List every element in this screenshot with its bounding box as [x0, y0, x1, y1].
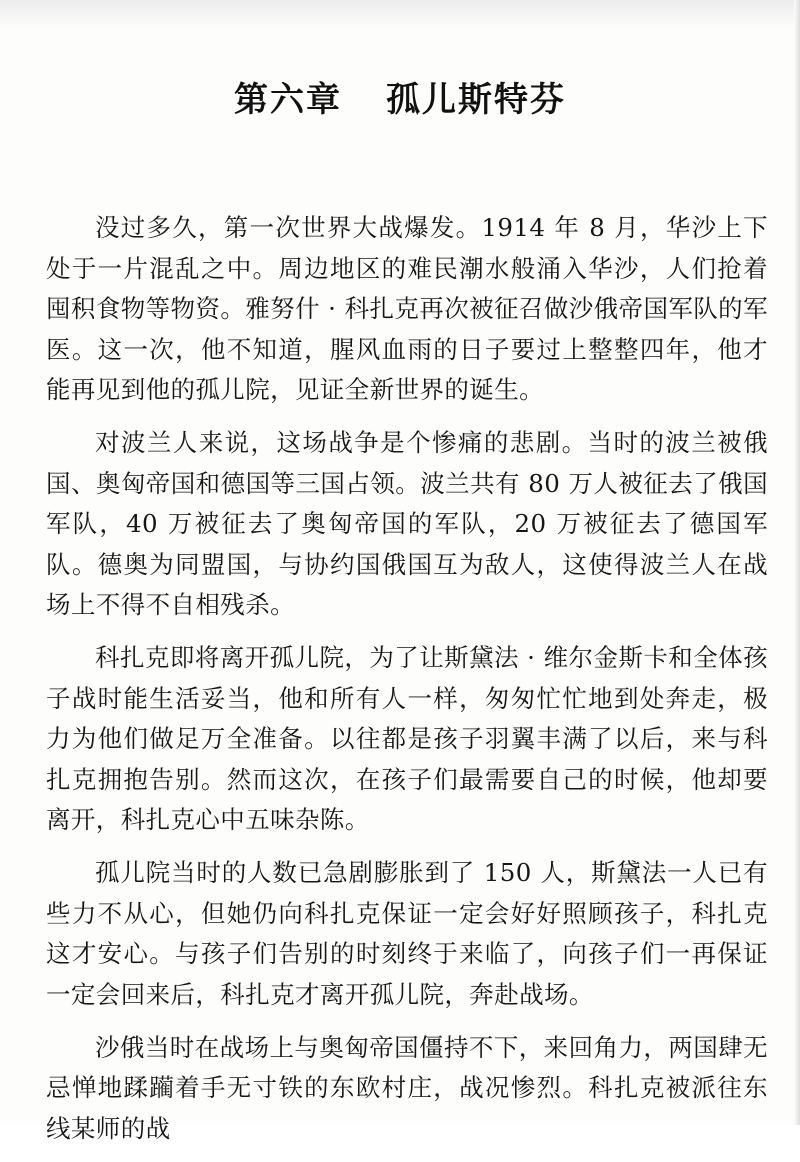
paragraph: 对波兰人来说，这场战争是个惨痛的悲剧。当时的波兰被俄国、奥匈帝国和德国等三国占领。波兰共有 80 万人被征去了俄国军队，40 万被征去了奥匈帝国的军队，20 万被征去了德国军队。德奥为同盟国，与协约国俄国互为敌人，这使得波兰人在战场上不得不自相残杀。: [46, 428, 768, 619]
paragraph: 没过多久，第一次世界大战爆发。1914 年 8 月，华沙上下处于一片混乱之中。周边地区的难民潮水般涌入华沙，人们抢着囤积食物等物资。雅努什 · 科扎克再次被征召做沙俄帝国军队的军医。这一次，他不知道，腥风血雨的日子要过上整整四年，他才能再见到他的孤儿院，见证全新世界的诞生。: [46, 213, 768, 404]
scan-top-edge: [0, 0, 800, 28]
scan-right-edge: [794, 0, 800, 1125]
paragraph: 孤儿院当时的人数已急剧膨胀到了 150 人，斯黛法一人已有些力不从心，但她仍向科扎克保证一定会好好照顾孩子，科扎克这才安心。与孩子们告别的时刻终于来临了，向孩子们一再保证一定会回来后，科扎克才离开孤儿院，奔赴战场。: [46, 858, 768, 1009]
chapter-title: [0, 74, 800, 126]
chapter-body: [46, 208, 768, 1162]
chapter-number: 第六章: [234, 80, 342, 120]
paragraph: 科扎克即将离开孤儿院，为了让斯黛法 · 维尔金斯卡和全体孩子战时能生活妥当，他和所有人一样，匆匆忙忙地到处奔走，极力为他们做足万全准备。以往都是孩子羽翼丰满了以后，来与科扎克拥抱告别。然而这次，在孩子们最需要自己的时候，他却要离开，科扎克心中五味杂陈。: [46, 643, 768, 834]
chapter-name: 孤儿斯特芬: [386, 80, 566, 120]
paragraph: 沙俄当时在战场上与奥匈帝国僵持不下，来回角力，两国肆无忌惮地蹂躏着手无寸铁的东欧村庄，战况惨烈。科扎克被派往东线某师的战: [46, 1032, 768, 1143]
